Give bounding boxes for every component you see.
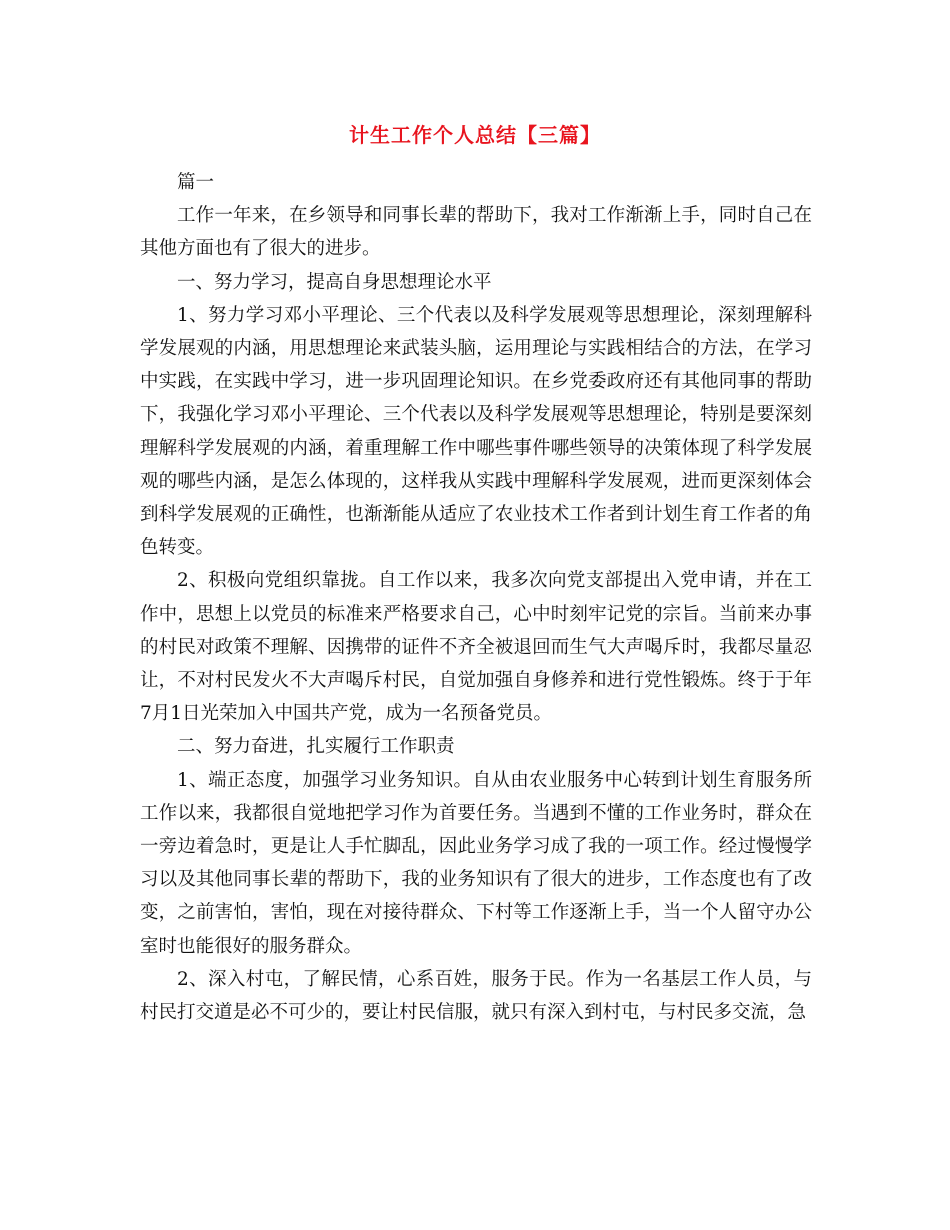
body-paragraph: 2、积极向党组织靠拢。自工作以来，我多次向党支部提出入党申请，并在工作中，思想上以党员的标准来严格要求自己，心中时刻牢记党的宗旨。当前来办事的村民对政策不理解、因携带的证件不齐全被退回而生气大声喝斥时，我都尽量忍让，不对村民发火不大声喝斥村民，自觉加强自身修养和进行党性锻炼。终于于年7月1日光荣加入中国共产党，成为一名预备党员。 bbox=[140, 570, 812, 725]
section-heading: 二、努力奋进，扎实履行工作职责 bbox=[177, 736, 455, 758]
body-paragraph: 2、深入村屯，了解民情，心系百姓，服务于民。作为一名基层工作人员，与村民打交道是必不可少的，要让村民信服，就只有深入到村屯，与村民多交流，急 bbox=[140, 968, 812, 1024]
body-paragraph: 1、努力学习邓小平理论、三个代表以及科学发展观等思想理论，深刻理解科学发展观的内涵，用思想理论来武装头脑，运用理论与实践相结合的方法，在学习中实践，在实践中学习，进一步巩固理论知识。在乡党委政府还有其他同事的帮助下，我强化学习邓小平理论、三个代表以及科学发展观等思想理论，特别是要深刻理解科学发展观的内涵，着重理解工作中哪些事件哪些领导的决策体现了科学发展观的哪些内涵，是怎么体现的，这样我从实践中理解科学发展观，进而更深刻体会到科学发展观的正确性，也渐渐能从适应了农业技术工作者到计划生育工作者的角色转变。 bbox=[140, 304, 812, 559]
section-heading: 一、努力学习，提高自身思想理论水平 bbox=[177, 271, 492, 293]
body-paragraph: 工作一年来，在乡领导和同事长辈的帮助下，我对工作渐渐上手，同时自己在其他方面也有了很大的进步。 bbox=[140, 205, 812, 260]
body-paragraph: 1、端正态度，加强学习业务知识。自从由农业服务中心转到计划生育服务所工作以来，我都很自觉地把学习作为首要任务。当遇到不懂的工作业务时，群众在一旁边着急时，更是让人手忙脚乱，因此业务学习成了我的一项工作。经过慢慢学习以及其他同事长辈的帮助下，我的业务知识有了很大的进步，工作态度也有了改变，之前害怕，害怕，现在对接待群众、下村等工作逐渐上手，当一个人留守办公室时也能很好的服务群众。 bbox=[140, 769, 812, 957]
section-label: 篇一 bbox=[177, 172, 215, 193]
document-title: 计生工作个人总结【三篇】 bbox=[349, 123, 601, 147]
document-body bbox=[140, 166, 812, 1029]
